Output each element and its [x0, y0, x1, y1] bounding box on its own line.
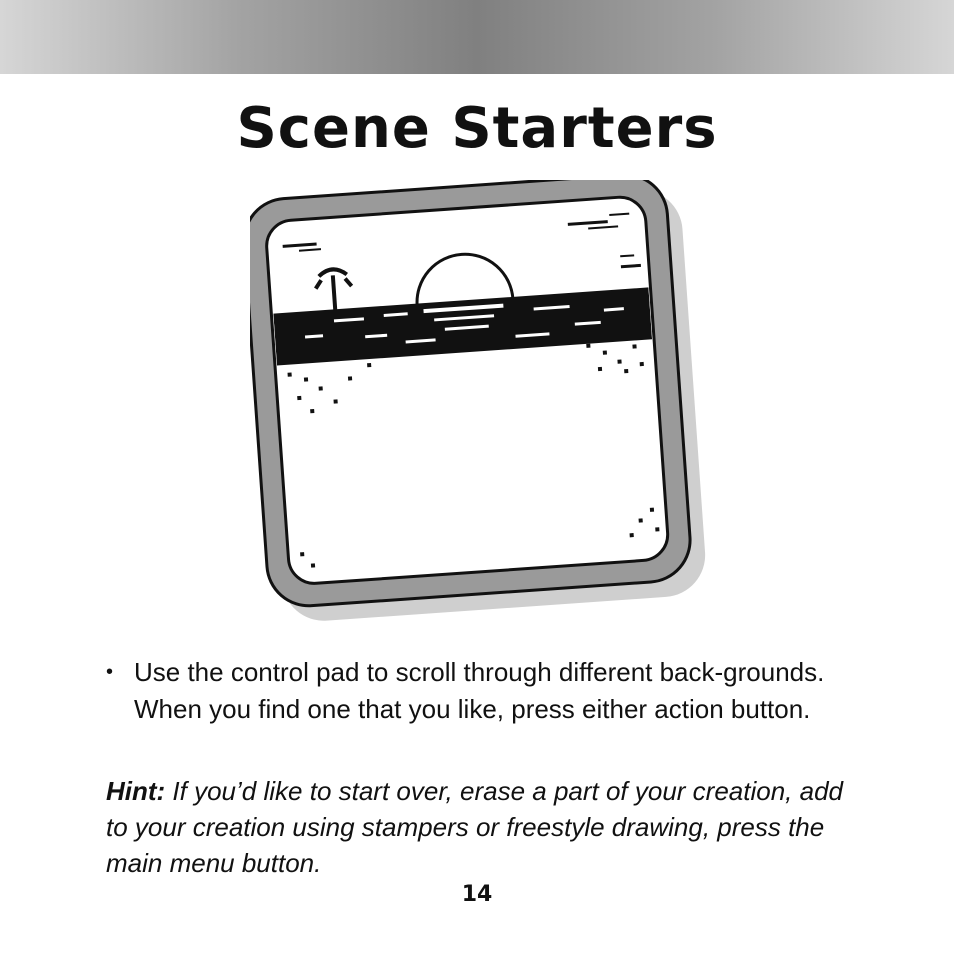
- hint-text: If you’d like to start over, erase a part of your creation, add to your creation using stampers or freestyle drawing, press the main menu button.: [106, 776, 844, 878]
- screen-illustration: [250, 180, 720, 630]
- hint-paragraph: [106, 773, 866, 881]
- header-gradient-band: [0, 0, 954, 74]
- instruction-text: Use the control pad to scroll through different back-grounds. When you find one that you like, press either action button.: [134, 657, 825, 724]
- hint-label: Hint:: [106, 776, 166, 806]
- bullet-marker: •: [106, 661, 114, 683]
- page-title: Scene Starters: [236, 96, 718, 161]
- page-number: 14: [461, 882, 493, 907]
- lcd-screen-beach-sunset-icon: [250, 180, 720, 630]
